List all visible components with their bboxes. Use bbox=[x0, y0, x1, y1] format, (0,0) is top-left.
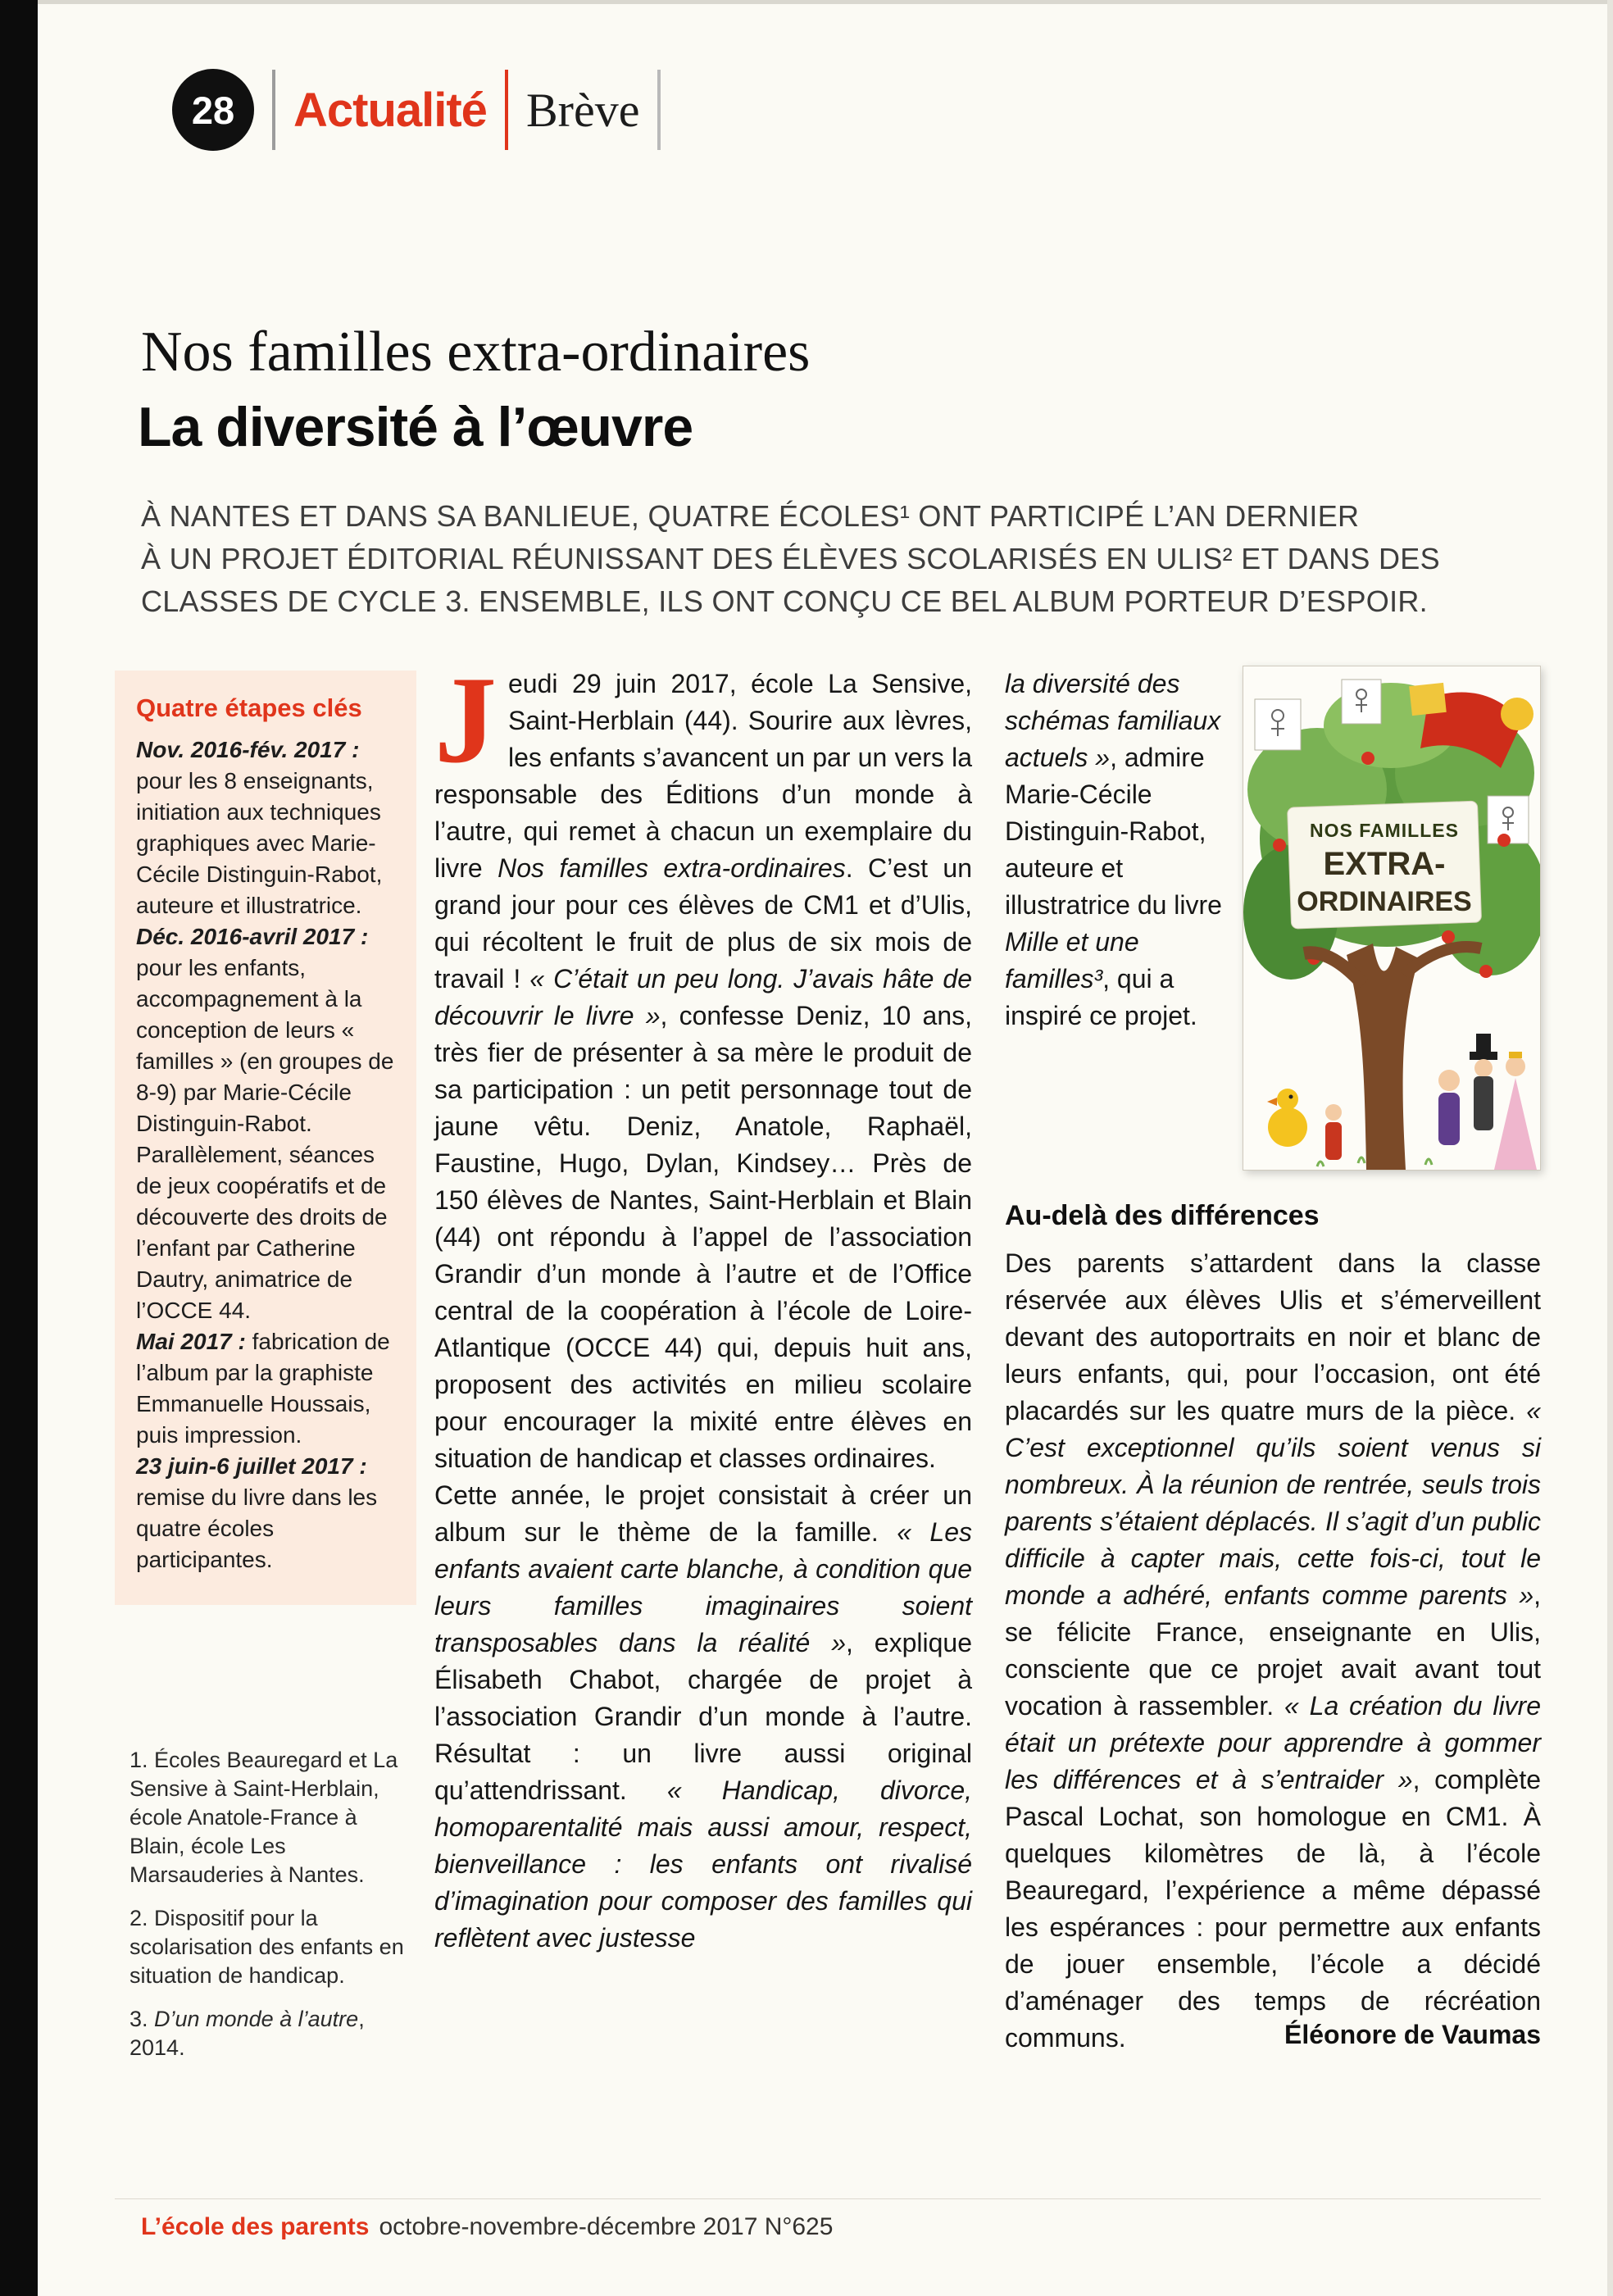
section-label: Actualité bbox=[293, 83, 487, 137]
quote-continuation: la diversité des schémas familiaux actuels », admire Marie-Cécile Distinguin-Rabot, auteure et illustratrice du livre Mille et une familles³, qui a inspiré ce projet. bbox=[1005, 669, 1222, 1030]
footnote: 3. D’un monde à l’autre, 2014. bbox=[129, 2007, 365, 2060]
page-number-badge: 28 bbox=[172, 69, 254, 151]
subsection-label: Brève bbox=[525, 83, 640, 137]
key-steps-entry: Mai 2017 : fabrication de l’album par la graphiste Emmanuelle Houssais, puis impression. bbox=[136, 1329, 390, 1448]
section-heading: Au-delà des différences bbox=[1005, 1200, 1320, 1231]
article-right-column bbox=[1005, 666, 1542, 2053]
footnotes bbox=[129, 1746, 415, 2077]
article-right-body: Des parents s’attardent dans la classe réservée aux élèves Ulis et s’émerveillent devant des autoportraits en noir et blanc de leurs enfants, qui, pour l’occasion, ont été placardés sur les quatre murs de la pièce. « C’est exceptionnel qu’ils soient venus si nombreux. À la réunion de rentrée, seuls trois parents s’étaient déplacés. Il s’agit d’un public difficile à capter mais, cette fois-ci, tout le monde a adhéré, enfants comme parents », se félicite France, enseignante en Ulis, consciente que ce projet avait avant tout vocation à rassembler. « La création du livre était un prétexte pour apprendre à gommer les différences et à s’entraider », complète Pascal Lochat, son homologue en CM1. À quelques kilomètres de là, à l’école Beauregard, l’expérience a même dépassé les espérances : pour permettre aux enfants de jouer ensemble, l’école a décidé d’aménager des temps de récréation communs. bbox=[1005, 1248, 1542, 2053]
svg-text:NOS FAMILLES: NOS FAMILLES bbox=[1310, 820, 1459, 841]
paragraph-text: Cette année, le projet consistait à créer un album sur le thème de la famille. « Les enfants avaient carte blanche, à condition que leurs familles imaginaires soient transposables dans la réalité », explique Élisabeth Chabot, chargée de projet à l’association Grandir d’un monde à l’autre. Résultat : un livre aussi original qu’attendrissant. « Handicap, divorce, homoparentalité mais aussi amour, respect, bienveillance : les enfants ont rivalisé d’imagination pour composer des familles qui reflètent avec justesse bbox=[434, 1480, 973, 1953]
header-divider-red bbox=[505, 70, 508, 150]
header-divider bbox=[272, 70, 275, 150]
key-steps-box bbox=[115, 671, 416, 1605]
book-cover-illustration bbox=[1243, 666, 1540, 1170]
svg-text:EXTRA-: EXTRA- bbox=[1323, 846, 1446, 882]
key-steps-title: Quatre étapes clés bbox=[136, 693, 362, 722]
footnote: 2. Dispositif pour la scolarisation des enfants en situation de handicap. bbox=[129, 1906, 404, 1988]
paragraph-text: eudi 29 juin 2017, école La Sensive, Saint-Herblain (44). Sourire aux lèvres, les enfants s’avancent un par un vers la responsable des Éditions d’un monde à l’autre, qui remet à chacun un exemplaire du livre Nos familles extra-ordinaires. C’est un grand jour pour ces élèves de CM1 et d’Ulis, qui récoltent le fruit de plus de six mois de travail ! « C’était un peu long. J’avais hâte de découvrir le livre », confesse Deniz, 10 ans, très fier de présenter à sa mère le produit de sa participation : un petit personnage tout de jaune vêtu. Deniz, Anatole, Raphaël, Faustine, Hugo, Dylan, Kindsey… Près de 150 élèves de Nantes, Saint-Herblain et Blain (44) ont répondu à l’appel de l’association Grandir d’un monde à l’autre et de l’Office central de la coopération à l’école de Loire-Atlantique (OCCE 44) qui, depuis huit ans, proposent des activités en milieu scolaire pour encourager la mixité entre élèves en situation de handicap et classes ordinaires. bbox=[434, 669, 973, 1473]
footer-magazine-title: L’école des parents bbox=[141, 2213, 370, 2240]
standfirst-line: CLASSES DE CYCLE 3. ENSEMBLE, ILS ONT CONÇU CE BEL ALBUM PORTEUR D’ESPOIR. bbox=[141, 584, 1428, 618]
page-header bbox=[172, 62, 661, 157]
article-paragraph bbox=[434, 1477, 972, 1957]
footnote: 1. Écoles Beauregard et La Sensive à Saint-Herblain, école Anatole-France à Blain, école Les Marsauderies à Nantes. bbox=[129, 1748, 398, 1887]
book-cover bbox=[1243, 666, 1541, 1171]
standfirst-line: À NANTES ET DANS SA BANLIEUE, QUATRE ÉCOLES¹ ONT PARTICIPÉ L’AN DERNIER bbox=[141, 499, 1360, 533]
key-steps-entry: Nov. 2016-fév. 2017 : pour les 8 enseignants, initiation aux techniques graphiques avec Marie-Cécile Distinguin-Rabot, auteure et illustratrice. bbox=[136, 737, 383, 918]
svg-text:ORDINAIRES: ORDINAIRES bbox=[1297, 886, 1472, 917]
dropcap: J bbox=[434, 651, 497, 789]
key-steps-entry: 23 juin-6 juillet 2017 : remise du livre dans les quatre écoles participantes. bbox=[136, 1453, 378, 1572]
footer-rule bbox=[115, 2198, 1541, 2199]
author-byline: Éléonore de Vaumas bbox=[1284, 2020, 1541, 2049]
key-steps-entry: Déc. 2016-avril 2017 : pour les enfants, accompagnement à la conception de leurs « familles » (en groupes de 8-9) par Marie-Cécile Distinguin-Rabot. Parallèlement, séances de jeux coopératifs et de découverte des droits de l’enfant par Catherine Dautry, animatrice de l’OCCE 44. bbox=[136, 924, 394, 1323]
article-title: La diversité à l’œuvre bbox=[138, 396, 693, 458]
kicker-title: Nos familles extra-ordinaires bbox=[141, 321, 811, 384]
scan-edge-left bbox=[0, 0, 38, 2296]
standfirst bbox=[141, 495, 1440, 623]
scan-edge-right bbox=[1607, 0, 1613, 2296]
footer-issue: octobre-novembre-décembre 2017 N°625 bbox=[379, 2213, 834, 2240]
header-divider-end bbox=[657, 70, 661, 150]
standfirst-line: À UN PROJET ÉDITORIAL RÉUNISSANT DES ÉLÈVES SCOLARISÉS EN ULIS² ET DANS DES bbox=[141, 542, 1440, 575]
article-paragraph bbox=[434, 651, 973, 1477]
page-footer bbox=[141, 2213, 833, 2241]
right-top-row bbox=[1005, 666, 1541, 1171]
scan-edge-top bbox=[38, 0, 1613, 4]
article-body-column bbox=[434, 651, 973, 1957]
